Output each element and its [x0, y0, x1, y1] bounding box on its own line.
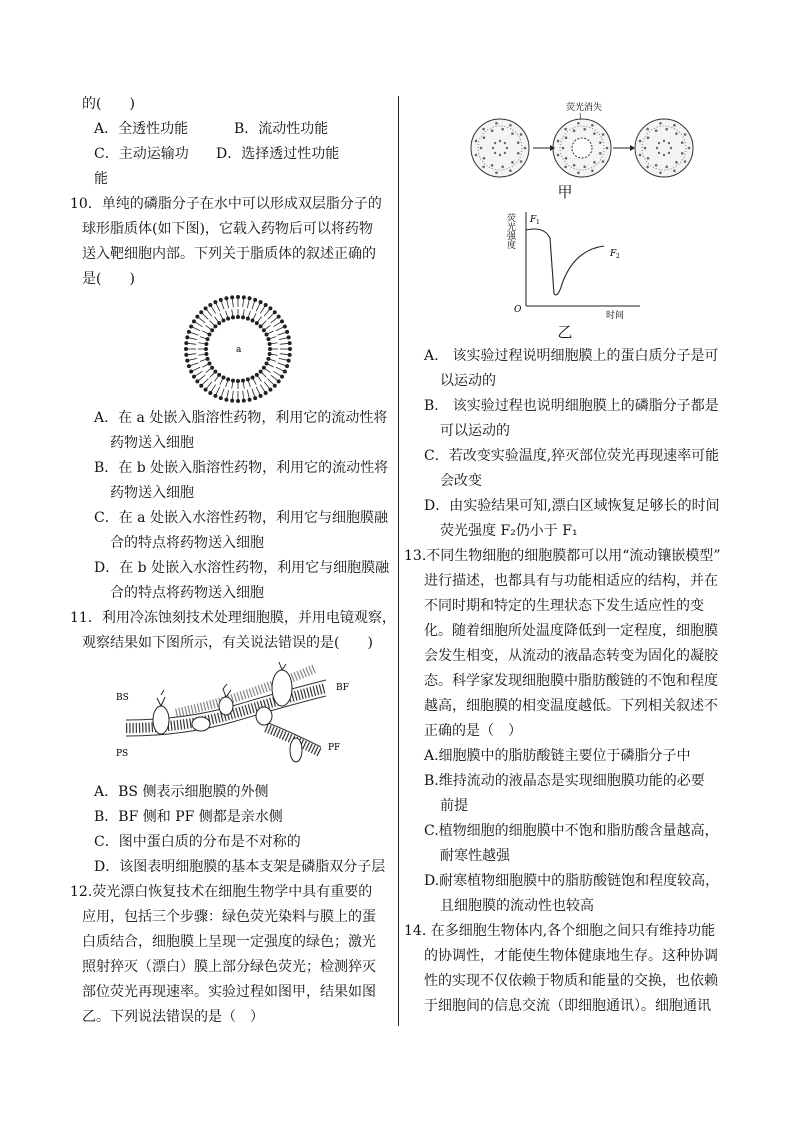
q12-options-right	[418, 344, 730, 544]
yi-f1-sub: 1	[536, 219, 540, 226]
q14-line: 于细胞间的信息交流（即细胞通讯）。细胞通讯	[424, 998, 711, 1014]
q12-line: 12.荧光漂白恢复技术在细胞生物学中具有重要的	[70, 884, 373, 900]
q10-option-c: C．在 a 处嵌入水溶性药物，利用它与细胞膜融	[94, 510, 388, 526]
q10-line: 球形脂质体(如下图)，它载入药物后可以将药物	[82, 221, 373, 237]
q12-line: 白质结合，细胞膜上呈现一定强度的绿色；激光	[82, 934, 376, 950]
q13-option-c-cont: 耐寒性越强	[440, 848, 510, 864]
q10-line: 10．单纯的磷脂分子在水中可以形成双层脂分子的	[70, 196, 382, 212]
q9-options-row1	[82, 117, 388, 142]
yi-origin: O	[514, 305, 522, 315]
q13-line: 越高，细胞膜的相变温度越低。下列相关叙述不	[424, 698, 718, 714]
q9-tail: 的( )	[82, 96, 135, 112]
q11-option-d: D．该图表明细胞膜的基本支架是磷脂双分子层	[94, 859, 386, 875]
q10-option-d-cont: 合的特点将药物送入细胞	[110, 585, 264, 601]
q13-options	[418, 744, 730, 919]
frap-figure-yi	[504, 208, 644, 320]
q13-line: 会发生相变，从流动的液晶态转变为固化的凝胶	[424, 648, 718, 664]
question-12	[70, 880, 388, 1030]
q13-line: 态。科学家发现细胞膜中脂肪酸链的不饱和程度	[424, 673, 718, 689]
q12-option-c: C．若改变实验温度,猝灭部位荧光再现速率可能	[424, 448, 720, 464]
q12-option-d-cont: 荧光强度 F₂仍小于 F₁	[440, 523, 578, 539]
q10-option-a-cont: 药物送入细胞	[110, 435, 194, 451]
q12-option-a: A. 该实验过程说明细胞膜上的蛋白质分子是可	[424, 348, 719, 364]
q9-option-a: A．全透性功能	[94, 121, 189, 137]
q11-line: 观察结果如下图所示，有关说法错误的是( )	[82, 635, 373, 651]
figure-yi-caption: 乙	[557, 323, 573, 341]
q13-line: 正确的是（ ）	[424, 723, 522, 739]
question-10	[70, 192, 388, 292]
q12-option-c-cont: 会改变	[440, 473, 482, 489]
q10-line: 送入靶细胞内部。下列关于脂质体的叙述正确的	[82, 246, 376, 262]
q12-line: 应用，包括三个步骤：绿色荧光染料与膜上的蛋	[82, 909, 376, 925]
liposome-label-a: a	[236, 345, 242, 355]
q10-option-b: B．在 b 处嵌入脂溶性药物，利用它的流动性将	[94, 460, 389, 476]
q13-option-c: C.植物细胞的细胞膜中不饱和脂肪酸含量越高，	[424, 823, 719, 839]
q13-option-d-cont: 且细胞膜的流动性也较高	[440, 898, 594, 914]
q10-option-b-cont: 药物送入细胞	[110, 485, 194, 501]
q9-options-row2	[82, 142, 388, 192]
q10-option-d: D．在 b 处嵌入水溶性药物，利用它与细胞膜融	[94, 560, 390, 576]
question-14	[404, 919, 730, 1019]
liposome-figure	[178, 294, 298, 404]
q13-option-b-cont: 前提	[440, 798, 468, 814]
q13-line: 进行描述，也都具有与功能相适应的结构，并在	[424, 573, 718, 589]
q14-line: 性的实现不仅依赖于物质和能量的交换，也依赖	[424, 973, 718, 989]
q10-option-a: A．在 a 处嵌入脂溶性药物，利用它的流动性将	[94, 410, 388, 426]
q9-option-c: C．主动运输功能	[94, 146, 189, 187]
label-bs: BS	[116, 693, 129, 703]
q12-option-b: B. 该实验过程也说明细胞膜上的磷脂分子都是	[424, 398, 719, 414]
fluorescence-curve	[526, 229, 604, 295]
question-11	[70, 606, 396, 656]
q11-line: 11．利用冷冻蚀刻技术处理细胞膜，并用电镜观察，	[70, 610, 396, 626]
yi-xlabel: 时间	[606, 311, 625, 320]
right-column	[404, 96, 730, 1019]
label-pf: PF	[328, 743, 341, 753]
yi-f2: F	[610, 249, 617, 259]
q9-option-b: B．流动性功能	[234, 121, 329, 137]
q13-option-a: A.细胞膜中的脂肪酸链主要位于磷脂分子中	[424, 748, 691, 764]
q11-options	[82, 780, 388, 880]
yi-f2-sub: 2	[616, 253, 620, 260]
q14-line: 14. 在多细胞生物体内,各个细胞之间只有维持功能	[404, 923, 716, 939]
yi-ylabel: 荧光强度	[505, 213, 515, 249]
q12-line: 部位荧光再现速率。实验过程如图甲，结果如图	[82, 984, 376, 1000]
label-ps: PS	[116, 749, 129, 759]
q9-option-d: D．选择透过性功能	[216, 146, 340, 162]
left-column	[70, 92, 396, 1030]
q11-option-c: C．图中蛋白质的分布是不对称的	[94, 834, 301, 850]
q10-options	[82, 406, 388, 606]
q12-option-b-cont: 可以运动的	[440, 423, 510, 439]
q14-line: 的协调性，才能使生物体健康地生存。这种协调	[424, 948, 718, 964]
q10-option-c-cont: 合的特点将药物送入细胞	[110, 535, 264, 551]
q12-option-d: D．由实验结果可知,漂白区域恢复足够长的时间	[424, 498, 720, 514]
q12-option-a-cont: 以运动的	[440, 373, 496, 389]
figure-jia-caption: 甲	[557, 183, 573, 201]
q13-line: 化。随着细胞所处温度降低到一定程度，细胞膜	[424, 623, 718, 639]
yi-f1: F	[530, 215, 537, 225]
q11-option-a: A．BS 侧表示细胞膜的外侧	[94, 784, 269, 800]
q12-line: 照射猝灭（漂白）膜上部分绿色荧光；检测猝灭	[82, 959, 376, 975]
q13-line: 13.不同生物细胞的细胞膜都可以用“流动镶嵌模型”	[404, 548, 721, 564]
q13-option-b: B.维持流动的液晶态是实现细胞膜功能的必要	[424, 773, 705, 789]
q12-line: 乙。下列说法错误的是（ ）	[82, 1009, 264, 1025]
q11-option-b: B．BF 侧和 PF 侧都是亲水侧	[94, 809, 283, 825]
column-divider	[398, 96, 399, 1026]
frap-figure-jia	[470, 98, 700, 180]
freeze-fracture-figure	[116, 658, 366, 778]
q13-option-d: D.耐寒植物细胞膜中的脂肪酸链饱和程度较高，	[424, 873, 720, 889]
q13-line: 不同时期和特定的生理状态下发生适应性的变	[424, 598, 704, 614]
label-fluorescence-gone: 荧光消失	[566, 103, 603, 113]
label-bf: BF	[336, 683, 349, 693]
question-13	[404, 544, 730, 744]
q10-line: 是( )	[82, 271, 135, 287]
